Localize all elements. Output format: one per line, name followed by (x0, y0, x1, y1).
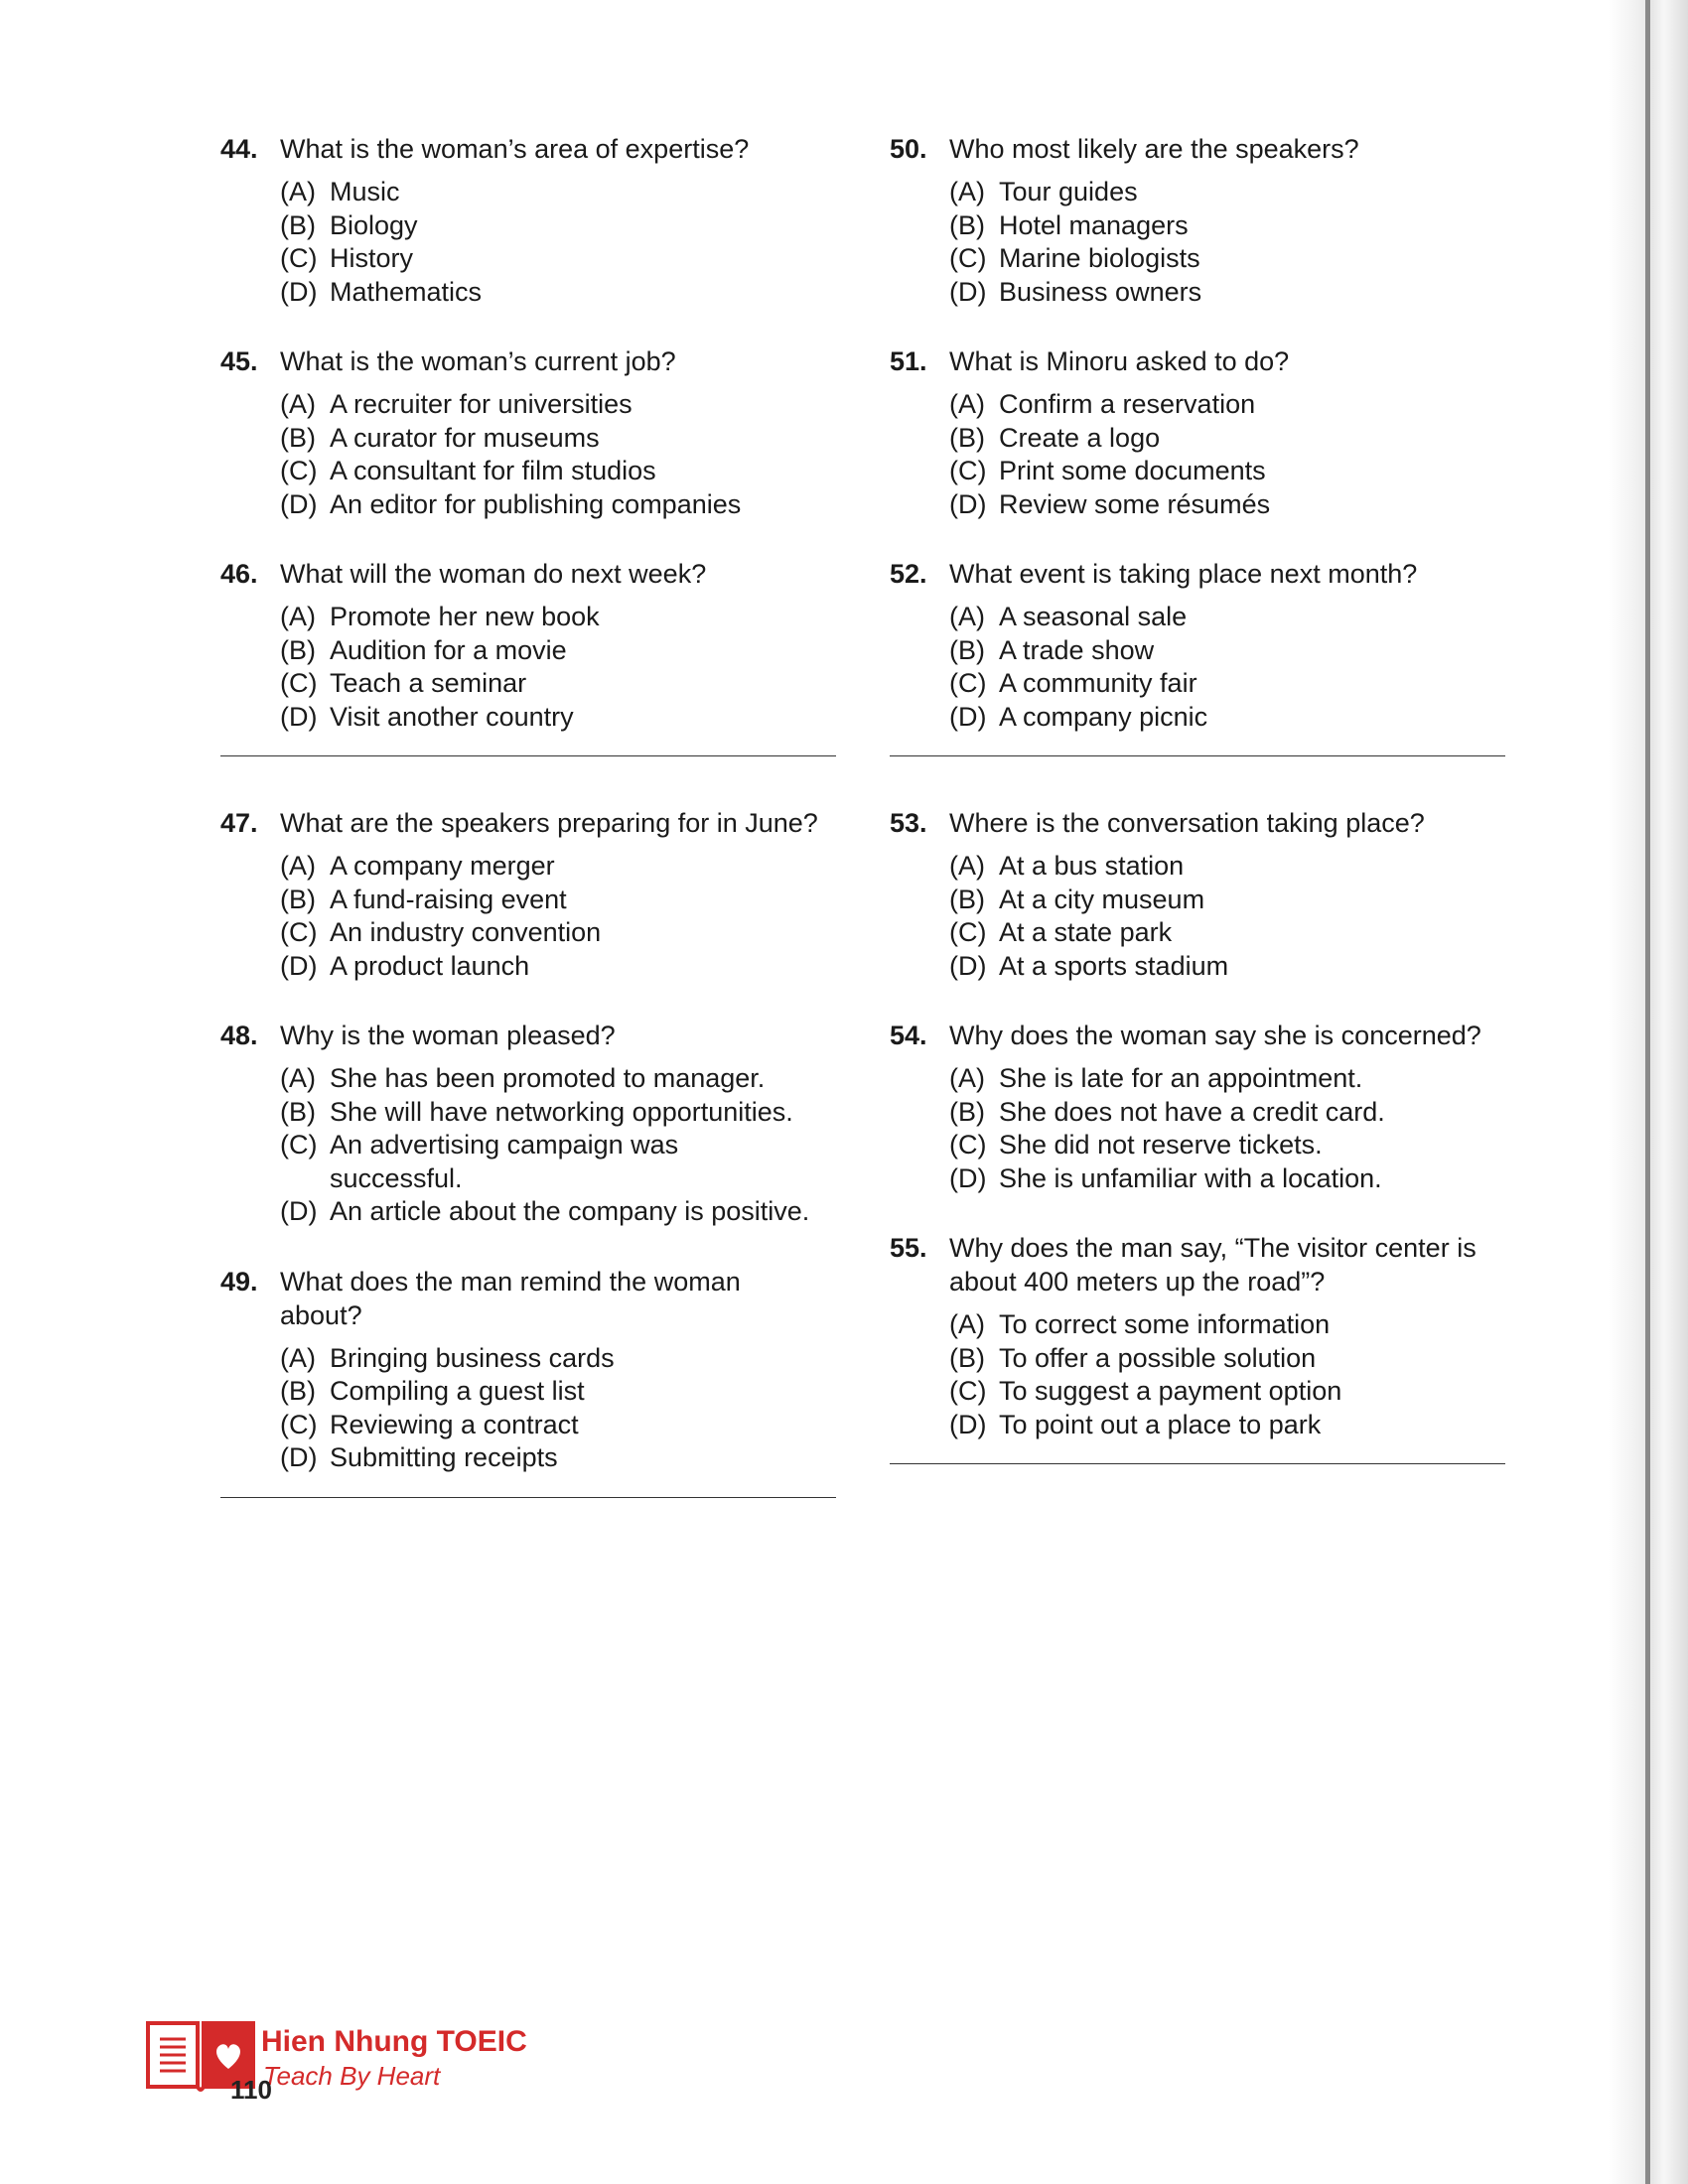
question-number: 49. (220, 1266, 258, 1297)
option-text: She has been promoted to manager. (330, 1063, 766, 1093)
page-edge-line (1645, 0, 1650, 2184)
option-letter: (B) (949, 1096, 985, 1127)
option-letter: (A) (280, 177, 316, 206)
question-49 (220, 1265, 836, 1475)
option-letter: (C) (949, 1376, 987, 1406)
option-letter: (A) (280, 1063, 316, 1093)
option-letter: (B) (949, 209, 985, 240)
answer-option (280, 1375, 836, 1409)
option-text: To correct some information (999, 1309, 1331, 1339)
option-letter: (D) (280, 1196, 318, 1226)
answer-option (949, 1342, 1505, 1376)
option-letter: (D) (949, 701, 987, 732)
option-text: A curator for museums (330, 422, 600, 453)
option-letter: (D) (949, 488, 987, 519)
option-letter: (C) (280, 1409, 318, 1439)
option-text: A consultant for film studios (330, 456, 656, 485)
option-letter: (A) (949, 177, 985, 206)
question-number: 45. (220, 346, 258, 376)
option-text: Marine biologists (999, 243, 1200, 273)
question-53 (890, 806, 1505, 983)
option-text: Music (330, 177, 400, 206)
answer-option (949, 1375, 1505, 1409)
option-text: Compiling a guest list (330, 1376, 585, 1406)
option-text: At a city museum (999, 884, 1205, 914)
answer-option (949, 242, 1505, 276)
option-text: To offer a possible solution (999, 1342, 1317, 1373)
answer-option (280, 176, 836, 209)
answer-option (280, 1441, 836, 1475)
option-letter: (B) (949, 884, 985, 914)
left-question-column (220, 132, 836, 1548)
option-text: To suggest a payment option (999, 1376, 1342, 1406)
answer-option (949, 455, 1505, 488)
answer-option (280, 242, 836, 276)
option-text: She did not reserve tickets. (999, 1130, 1323, 1160)
option-letter: (C) (280, 917, 318, 947)
question-45 (220, 344, 836, 521)
answer-option (280, 634, 836, 668)
answer-option (280, 916, 836, 950)
right-question-column (890, 132, 1505, 1514)
option-text: Business owners (999, 276, 1202, 307)
option-letter: (C) (949, 668, 987, 698)
option-letter: (D) (280, 488, 318, 519)
option-text: A recruiter for universities (330, 389, 633, 419)
option-letter: (B) (280, 634, 316, 665)
option-letter: (C) (949, 917, 987, 947)
option-letter: (B) (280, 209, 316, 240)
answer-option (949, 422, 1505, 456)
answer-option (949, 634, 1505, 668)
question-number: 53. (890, 808, 927, 838)
question-46 (220, 557, 836, 734)
question-text: Why does the woman say she is concerned? (949, 1021, 1481, 1050)
answer-option (280, 276, 836, 310)
option-text: Mathematics (330, 276, 483, 307)
section-divider (890, 755, 1505, 756)
question-text: What is the woman’s current job? (280, 346, 676, 376)
option-letter: (C) (280, 243, 318, 273)
answer-option (949, 850, 1505, 884)
answer-option (949, 1096, 1505, 1130)
option-text: Reviewing a contract (330, 1409, 579, 1439)
option-letter: (C) (949, 1130, 987, 1160)
option-text: A fund-raising event (330, 884, 567, 914)
option-letter: (C) (949, 243, 987, 273)
option-letter: (B) (280, 1376, 316, 1406)
option-letter: (B) (949, 1342, 985, 1373)
question-text: What event is taking place next month? (949, 559, 1418, 589)
brand-name: Hien Nhung TOEIC (261, 2025, 527, 2058)
option-text: Teach a seminar (330, 668, 527, 698)
option-text: A seasonal sale (999, 602, 1188, 631)
option-text: Hotel managers (999, 209, 1189, 240)
option-text: She will have networking opportunities. (330, 1096, 793, 1127)
answer-option (280, 850, 836, 884)
answer-option (949, 1409, 1505, 1442)
option-text: She is unfamiliar with a location. (999, 1162, 1382, 1193)
option-letter: (B) (949, 422, 985, 453)
option-text: She does not have a credit card. (999, 1096, 1385, 1127)
option-text: A trade show (999, 634, 1155, 665)
option-text: Promote her new book (330, 602, 600, 631)
question-50 (890, 132, 1505, 309)
option-text: Create a logo (999, 422, 1161, 453)
answer-option (949, 916, 1505, 950)
answer-option (280, 422, 836, 456)
question-number: 52. (890, 559, 927, 589)
option-text: To point out a place to park (999, 1409, 1322, 1439)
option-text: Visit another country (330, 701, 574, 732)
option-letter: (A) (280, 1342, 316, 1373)
option-letter: (A) (280, 851, 316, 881)
answer-option (949, 209, 1505, 243)
option-letter: (B) (280, 1096, 316, 1127)
answer-option (949, 950, 1505, 984)
option-letter: (A) (280, 602, 316, 631)
question-52 (890, 557, 1505, 734)
option-text: A community fair (999, 668, 1197, 698)
answer-option (949, 701, 1505, 735)
option-text: At a state park (999, 917, 1173, 947)
option-text: Print some documents (999, 456, 1266, 485)
option-letter: (B) (280, 422, 316, 453)
option-letter: (D) (280, 950, 318, 981)
option-text: A company merger (330, 851, 555, 881)
answer-option (280, 884, 836, 917)
question-text: Who most likely are the speakers? (949, 134, 1359, 164)
question-number: 51. (890, 346, 927, 376)
question-text: Where is the conversation taking place? (949, 808, 1425, 838)
option-letter: (C) (280, 668, 318, 698)
option-letter: (C) (280, 1130, 318, 1160)
answer-option (280, 601, 836, 634)
question-55 (890, 1231, 1505, 1441)
option-text: At a sports stadium (999, 950, 1229, 981)
option-text: Confirm a reservation (999, 389, 1256, 419)
question-number: 48. (220, 1021, 258, 1050)
option-text: History (330, 243, 414, 273)
question-text: What will the woman do next week? (280, 559, 707, 589)
question-number: 47. (220, 808, 258, 838)
question-number: 54. (890, 1021, 927, 1050)
option-text: An editor for publishing companies (330, 488, 742, 519)
answer-option (280, 701, 836, 735)
option-letter: (C) (949, 456, 987, 485)
option-text: Biology (330, 209, 418, 240)
option-letter: (A) (949, 1309, 985, 1339)
option-text: At a bus station (999, 851, 1185, 881)
option-letter: (A) (949, 851, 985, 881)
option-text: Review some résumés (999, 488, 1271, 519)
option-letter: (A) (949, 1063, 985, 1093)
option-letter: (C) (280, 456, 318, 485)
answer-option (949, 667, 1505, 701)
option-text: A product launch (330, 950, 530, 981)
option-letter: (D) (280, 1442, 318, 1472)
answer-option (280, 1062, 836, 1096)
answer-option (949, 1129, 1505, 1162)
option-text: Audition for a movie (330, 634, 567, 665)
option-text: Tour guides (999, 177, 1138, 206)
answer-option (949, 276, 1505, 310)
option-text: Submitting receipts (330, 1442, 558, 1472)
answer-option (280, 1129, 836, 1195)
answer-option (949, 601, 1505, 634)
option-text: An industry convention (330, 917, 602, 947)
answer-option (949, 1162, 1505, 1196)
option-letter: (D) (949, 1162, 987, 1193)
answer-option (280, 209, 836, 243)
option-letter: (D) (949, 276, 987, 307)
page-number: 110 (230, 2075, 272, 2105)
question-text: What is the woman’s area of expertise? (280, 134, 750, 164)
section-divider (890, 1463, 1505, 1464)
question-47 (220, 806, 836, 983)
answer-option (280, 1342, 836, 1376)
answer-option (949, 488, 1505, 522)
option-letter: (A) (949, 389, 985, 419)
answer-option (280, 455, 836, 488)
answer-option (949, 884, 1505, 917)
answer-option (949, 388, 1505, 422)
answer-option (280, 1096, 836, 1130)
option-text: A company picnic (999, 701, 1208, 732)
section-divider (220, 755, 836, 756)
question-text: What is Minoru asked to do? (949, 346, 1290, 376)
answer-option (280, 488, 836, 522)
question-48 (220, 1019, 836, 1229)
option-letter: (B) (949, 634, 985, 665)
answer-option (280, 950, 836, 984)
answer-option (949, 1062, 1505, 1096)
section-divider (220, 1497, 836, 1498)
question-44 (220, 132, 836, 309)
option-text: An advertising campaign was successful. (330, 1130, 679, 1193)
answer-option (280, 1195, 836, 1229)
brand-tagline: Teach By Heart (263, 2061, 441, 2091)
question-text: Why is the woman pleased? (280, 1021, 616, 1050)
option-text: An article about the company is positive. (330, 1196, 810, 1226)
answer-option (280, 667, 836, 701)
question-number: 50. (890, 134, 927, 164)
question-number: 46. (220, 559, 258, 589)
question-number: 55. (890, 1233, 927, 1263)
answer-option (280, 1409, 836, 1442)
brand-logo (146, 2015, 563, 2105)
option-letter: (D) (280, 701, 318, 732)
question-text: What are the speakers preparing for in June? (280, 808, 818, 838)
option-letter: (D) (949, 1409, 987, 1439)
option-letter: (D) (949, 950, 987, 981)
question-number: 44. (220, 134, 258, 164)
option-text: She is late for an appointment. (999, 1063, 1363, 1093)
option-letter: (A) (280, 389, 316, 419)
question-54 (890, 1019, 1505, 1195)
option-letter: (B) (280, 884, 316, 914)
answer-option (949, 176, 1505, 209)
question-51 (890, 344, 1505, 521)
option-letter: (A) (949, 602, 985, 631)
answer-option (949, 1308, 1505, 1342)
question-text: What does the man remind the woman about? (280, 1266, 741, 1330)
option-letter: (D) (280, 276, 318, 307)
option-text: Bringing business cards (330, 1342, 615, 1373)
answer-option (280, 388, 836, 422)
question-text: Why does the man say, “The visitor center is about 400 meters up the road”? (949, 1233, 1477, 1297)
